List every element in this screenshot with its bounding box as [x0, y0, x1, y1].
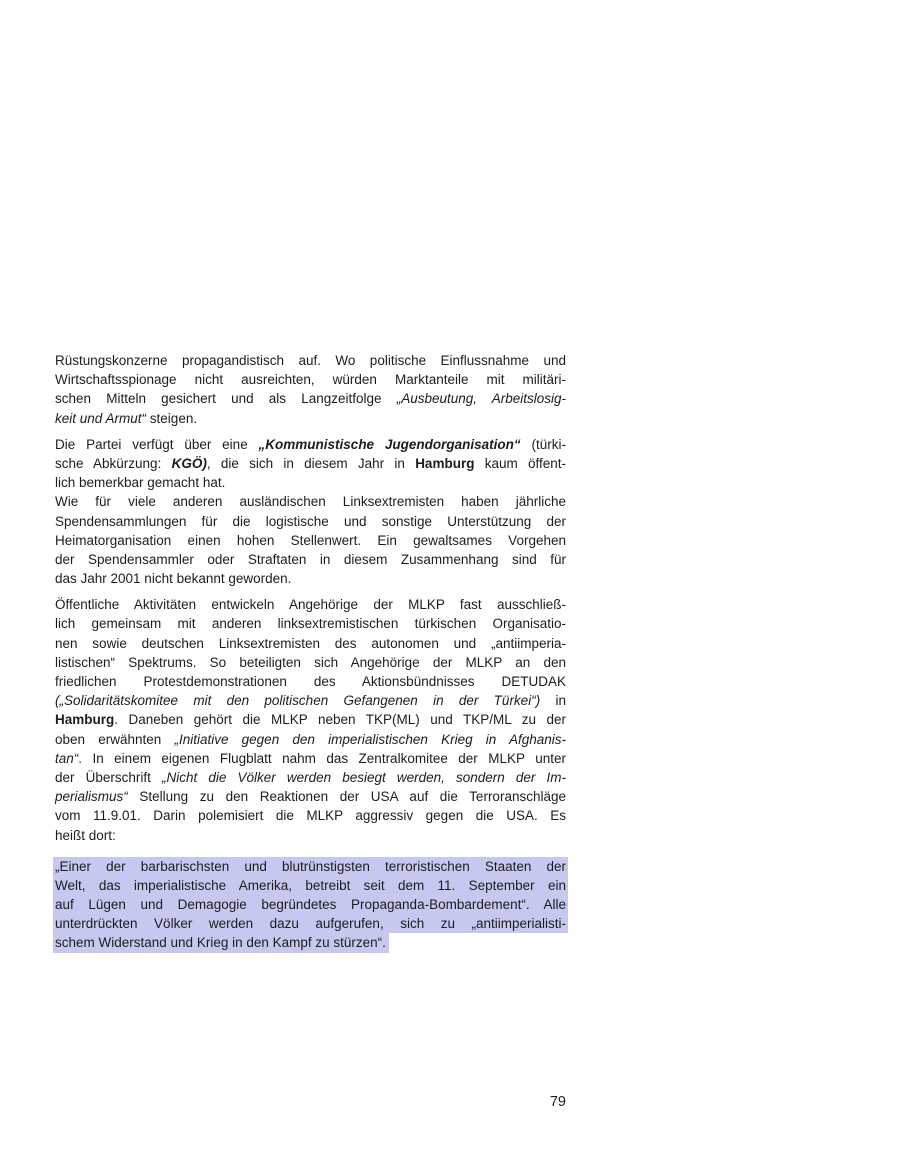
text-run: der Überschrift	[55, 769, 162, 785]
text-line	[55, 749, 566, 768]
text-run: steigen.	[149, 410, 198, 426]
text-run: listischen“ Spektrums. So beteiligten sich Angehörige der MLKP an den	[55, 654, 566, 670]
text-line	[55, 614, 566, 633]
text-line	[55, 550, 566, 569]
text-run: Stellung zu den Reaktionen der USA auf die Terroranschläge	[139, 789, 566, 805]
text-run: das Jahr 2001 nicht bekannt geworden.	[55, 571, 292, 587]
text-line	[55, 531, 566, 550]
paragraph-ruestungskonzerne	[55, 351, 566, 428]
text-run: Öffentliche Aktivitäten entwickeln Angehörige der MLKP fast ausschließ-	[55, 597, 566, 613]
text-run: heißt dort:	[55, 827, 116, 843]
text-line	[55, 512, 566, 531]
text-line	[55, 435, 566, 454]
text-line	[53, 933, 568, 952]
text-run: der Spendensammler oder Straftaten in diesem Zusammenhang sind für	[55, 551, 566, 567]
text-line	[55, 691, 566, 710]
text-run: Welt, das imperialistische Amerika, betreibt seit dem 11. September ein	[55, 877, 566, 893]
text-run: Die Partei verfügt über eine	[55, 436, 259, 452]
text-run: („Solidaritätskomitee mit den politischen Gefangenen in der Türkei“)	[55, 693, 541, 709]
text-run: tan“	[55, 750, 79, 766]
text-line	[55, 473, 566, 492]
text-run: lich gemeinsam mit anderen linksextremistischen türkischen Organisatio-	[55, 616, 566, 632]
text-line	[55, 768, 566, 787]
text-run: vom 11.9.01. Darin polemisiert die MLKP aggressiv gegen die USA. Es	[55, 808, 566, 824]
text-run: Rüstungskonzerne propagandistisch auf. Wo politische Einflussnahme und	[55, 353, 566, 368]
text-line	[55, 787, 566, 806]
text-run: keit und Armut“	[55, 410, 150, 426]
text-line	[55, 351, 566, 370]
text-line	[53, 876, 568, 895]
text-run: friedlichen Protestdemonstrationen des Aktionsbündnisses DETUDAK	[55, 674, 566, 689]
text-line	[55, 569, 566, 588]
text-line	[55, 653, 566, 672]
text-line	[55, 730, 566, 749]
text-run: „Nicht die Völker werden besiegt werden, sondern der Im-	[162, 769, 566, 785]
text-line	[55, 454, 566, 473]
text-run: oben erwähnten	[55, 731, 175, 747]
paragraph-zitat-highlight	[55, 857, 566, 953]
text-run: „Ausbeutung, Arbeitslosig-	[396, 391, 566, 407]
text-run: lich bemerkbar gemacht hat.	[55, 475, 226, 491]
text-line	[55, 634, 566, 653]
text-run: . Daneben gehört die MLKP neben TKP(ML) und TKP/ML zu der	[114, 712, 566, 728]
text-run: Wie für viele anderen ausländischen Linksextremisten haben jährliche	[55, 494, 566, 510]
text-run: Hamburg	[415, 455, 475, 471]
text-line	[55, 826, 566, 845]
text-line	[53, 857, 568, 876]
text-run: schen Mitteln gesichert und als Langzeitfolge	[55, 391, 397, 407]
text-line	[55, 389, 566, 408]
text-run: , die sich in diesem Jahr in	[206, 455, 416, 471]
text-run: KGÖ)	[171, 455, 207, 471]
text-line	[55, 370, 566, 389]
text-line	[55, 409, 566, 428]
highlight-span	[53, 933, 389, 952]
text-run: sche Abkürzung:	[55, 455, 172, 471]
text-run: Heimatorganisation einen hohen Stellenwert. Ein gewaltsames Vorgehen	[55, 532, 566, 548]
paragraph-jugendorganisation-spenden	[55, 435, 566, 589]
text-run: (türki-	[520, 436, 566, 452]
text-line	[55, 492, 566, 511]
text-line	[55, 710, 566, 729]
text-run: schem Widerstand und Krieg in den Kampf zu stürzen“.	[55, 935, 386, 951]
text-run: nen sowie deutschen Linksextremisten des autonomen und „antiimperia-	[55, 635, 566, 651]
text-line	[55, 672, 566, 691]
document-text	[55, 351, 566, 953]
paragraph-oeffentliche-aktivitaeten	[55, 595, 566, 844]
text-run: Wirtschaftsspionage nicht ausreichten, würden Marktanteile mit militäri-	[55, 372, 566, 388]
page-number: 79	[549, 1094, 566, 1110]
text-run: unterdrückten Völker werden dazu aufgerufen, sich zu „antiimperialisti-	[55, 916, 566, 932]
text-run: perialismus“	[55, 789, 140, 805]
text-run: „Einer der barbarischsten und blutrünstigsten terroristischen Staaten der	[55, 858, 566, 874]
text-run: Spendensammlungen für die logistische und sonstige Unterstützung der	[55, 513, 566, 529]
text-line	[55, 806, 566, 825]
text-run: in	[540, 693, 566, 709]
text-line	[53, 914, 568, 933]
text-line	[53, 895, 568, 914]
text-run: . In einem eigenen Flugblatt nahm das Zentralkomitee der MLKP unter	[78, 750, 566, 766]
text-run: „Kommunistische Jugendorganisation“	[258, 436, 521, 452]
text-run: auf Lügen und Demagogie begründetes Propaganda-Bombardement“. Alle	[55, 897, 566, 913]
text-run: Hamburg	[55, 712, 115, 728]
text-line	[55, 595, 566, 614]
text-run: kaum öffent-	[474, 455, 566, 471]
text-run: „Initiative gegen den imperialistischen Krieg in Afghanis-	[174, 731, 566, 747]
